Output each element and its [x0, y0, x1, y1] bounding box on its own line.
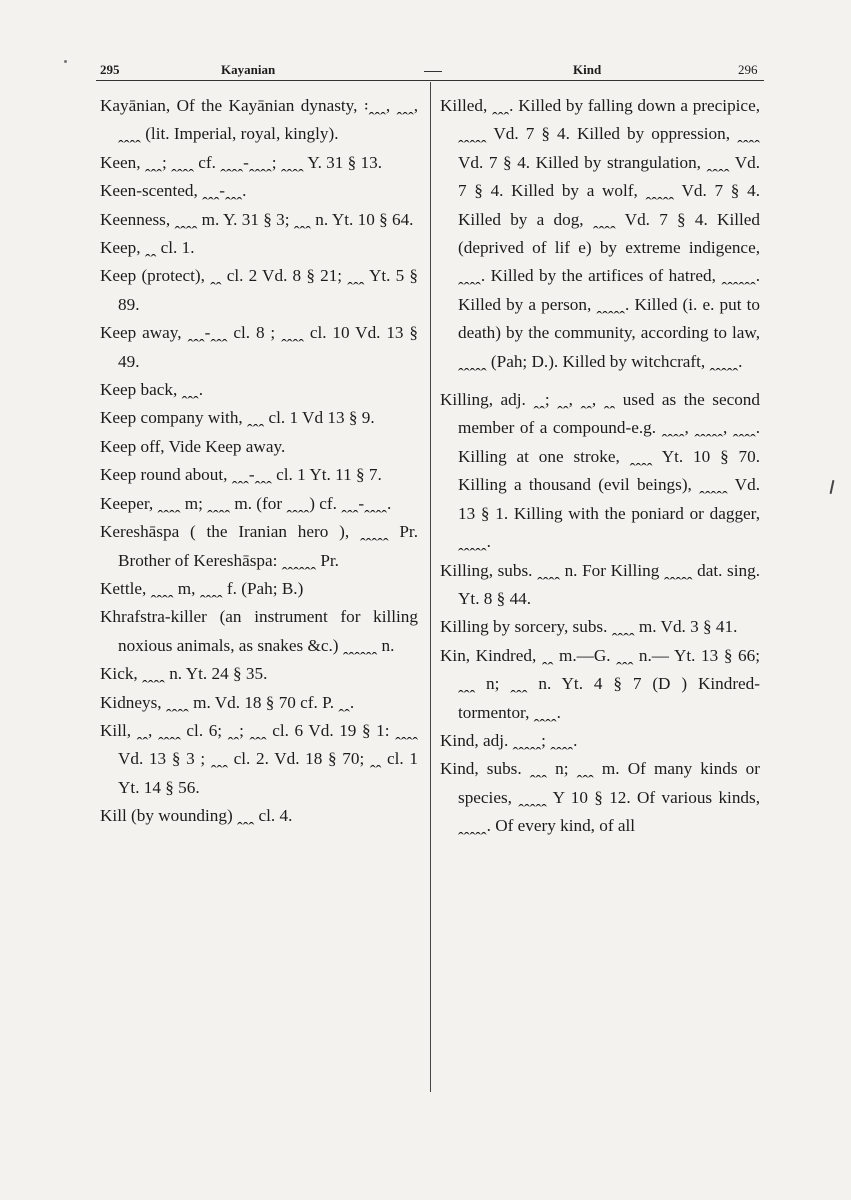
paper-speck: [64, 60, 67, 63]
entry-kin: Kin, Kindred, ꞈꞈ m.—G. ꞈꞈꞈ n.— Yt. 13 § 66; ꞈꞈꞈ n; ꞈꞈꞈ n. Yt. 4 § 7 (D ) Kindred-tormentor, ꞈꞈꞈꞈ.: [440, 645, 760, 722]
entry-khrafstra-killer: Khrafstra-killer (an instrument for killing noxious animals, as snakes &c.) ꞈꞈꞈꞈꞈꞈ n.: [100, 607, 418, 655]
entry-kettle: Kettle, ꞈꞈꞈꞈ m, ꞈꞈꞈꞈ f. (Pah; B.): [100, 578, 304, 598]
entry-kereshaspa: Kereshāspa ( the Iranian hero ), ꞈꞈꞈꞈꞈ Pr. Brother of Kereshāspa: ꞈꞈꞈꞈꞈꞈ Pr.: [100, 522, 418, 570]
entry-kill: Kill, ꞈꞈ, ꞈꞈꞈꞈ cl. 6; ꞈꞈ; ꞈꞈꞈ cl. 6 Vd. 19 § 1: ꞈꞈꞈꞈ Vd. 13 § 3 ; ꞈꞈꞈ cl. 2. Vd. 18 § 70; ꞈꞈ cl. 1 Yt. 14 § 56.: [100, 720, 418, 797]
entry-keenness: Keenness, ꞈꞈꞈꞈ m. Y. 31 § 3; ꞈꞈꞈ n. Yt. 10 § 64.: [100, 209, 414, 229]
entry-kill-wounding: Kill (by wounding) ꞈꞈꞈ cl. 4.: [100, 806, 293, 826]
left-column: [100, 92, 418, 1102]
entry-killing-sorcery: Killing by sorcery, subs. ꞈꞈꞈꞈ m. Vd. 3 § 41.: [440, 617, 738, 637]
entry-killing-adj: Killing, adj. ꞈꞈ; ꞈꞈ, ꞈꞈ, ꞈꞈ used as the second member of a compound-e.g. ꞈꞈꞈꞈ, ꞈꞈꞈꞈꞈ, ꞈꞈꞈꞈ. Killing at one stroke, ꞈꞈꞈꞈ Yt. 10 § 70. Killing a thousand (evil beings), ꞈꞈꞈꞈꞈ Vd. 13 § 1. Killing with the poniard or dagger, ꞈꞈꞈꞈꞈ.: [440, 390, 760, 552]
header-dash: [424, 71, 442, 72]
right-column: [440, 92, 760, 1102]
page-number-left: 295: [100, 62, 120, 77]
headword-left: Kayanian: [221, 62, 276, 77]
entry-kind-subs: Kind, subs. ꞈꞈꞈ n; ꞈꞈꞈ m. Of many kinds or species, ꞈꞈꞈꞈꞈ Y 10 § 12. Of various kinds, ꞈꞈꞈꞈꞈ. Of every kind, of all: [440, 759, 760, 836]
header-rule: [96, 80, 764, 81]
entry-kidneys: Kidneys, ꞈꞈꞈꞈ m. Vd. 18 § 70 cf. P. ꞈꞈ.: [100, 692, 355, 712]
entry-kayanian: Kayānian, Of the Kayānian dynasty, ꞉ꞈꞈꞈ, ꞈꞈꞈ, ꞈꞈꞈꞈ (lit. Imperial, royal, kingly).: [100, 96, 418, 144]
entry-keeper: Keeper, ꞈꞈꞈꞈ m; ꞈꞈꞈꞈ m. (for ꞈꞈꞈꞈ) cf. ꞈꞈꞈ-ꞈꞈꞈꞈ.: [100, 493, 392, 513]
entry-kick: Kick, ꞈꞈꞈꞈ n. Yt. 24 § 35.: [100, 664, 268, 684]
entry-keep-back: Keep back, ꞈꞈꞈ.: [100, 380, 204, 400]
margin-mark: [830, 480, 835, 494]
column-divider: [430, 82, 431, 1092]
headword-right: Kind: [573, 62, 602, 77]
entry-gap: [440, 376, 760, 386]
entry-keep-protect: Keep (protect), ꞈꞈ cl. 2 Vd. 8 § 21; ꞈꞈꞈ Yt. 5 § 89.: [100, 266, 418, 314]
running-header: [96, 58, 764, 82]
entry-killed: Killed, ꞈꞈꞈ. Killed by falling down a precipice, ꞈꞈꞈꞈꞈ Vd. 7 § 4. Killed by oppression, ꞈꞈꞈꞈ Vd. 7 § 4. Killed by strangulation, ꞈꞈꞈꞈ Vd. 7 § 4. Killed by a wolf, ꞈꞈꞈꞈꞈ Vd. 7 § 4. Killed by a dog, ꞈꞈꞈꞈ Vd. 7 § 4. Killed (deprived of lif e) by extreme indigence, ꞈꞈꞈꞈ. Killed by the artifices of hatred, ꞈꞈꞈꞈꞈꞈ. Killed by a person, ꞈꞈꞈꞈꞈ. Killed (i. e. put to death) by the community, according to law, ꞈꞈꞈꞈꞈ (Pah; D.). Killed by witchcraft, ꞈꞈꞈꞈꞈ.: [440, 96, 760, 371]
entry-killing-subs: Killing, subs. ꞈꞈꞈꞈ n. For Killing ꞈꞈꞈꞈꞈ dat. sing. Yt. 8 § 44.: [440, 560, 760, 608]
entry-keep: Keep, ꞈꞈ cl. 1.: [100, 238, 195, 258]
entry-keen: Keen, ꞈꞈꞈ; ꞈꞈꞈꞈ cf. ꞈꞈꞈꞈ-ꞈꞈꞈꞈ; ꞈꞈꞈꞈ Y. 31 § 13.: [100, 152, 383, 172]
page-number-right: 296: [738, 62, 758, 77]
entry-kind-adj: Kind, adj. ꞈꞈꞈꞈꞈ; ꞈꞈꞈꞈ.: [440, 730, 578, 750]
entry-keep-round: Keep round about, ꞈꞈꞈ-ꞈꞈꞈ cl. 1 Yt. 11 § 7.: [100, 465, 382, 485]
entry-keen-scented: Keen-scented, ꞈꞈꞈ-ꞈꞈꞈ.: [100, 181, 247, 201]
entry-keep-away: Keep away, ꞈꞈꞈ-ꞈꞈꞈ cl. 8 ; ꞈꞈꞈꞈ cl. 10 Vd. 13 § 49.: [100, 323, 418, 371]
entry-keep-company: Keep company with, ꞈꞈꞈ cl. 1 Vd 13 § 9.: [100, 408, 375, 428]
entry-keep-off: Keep off, Vide Keep away.: [100, 436, 286, 456]
